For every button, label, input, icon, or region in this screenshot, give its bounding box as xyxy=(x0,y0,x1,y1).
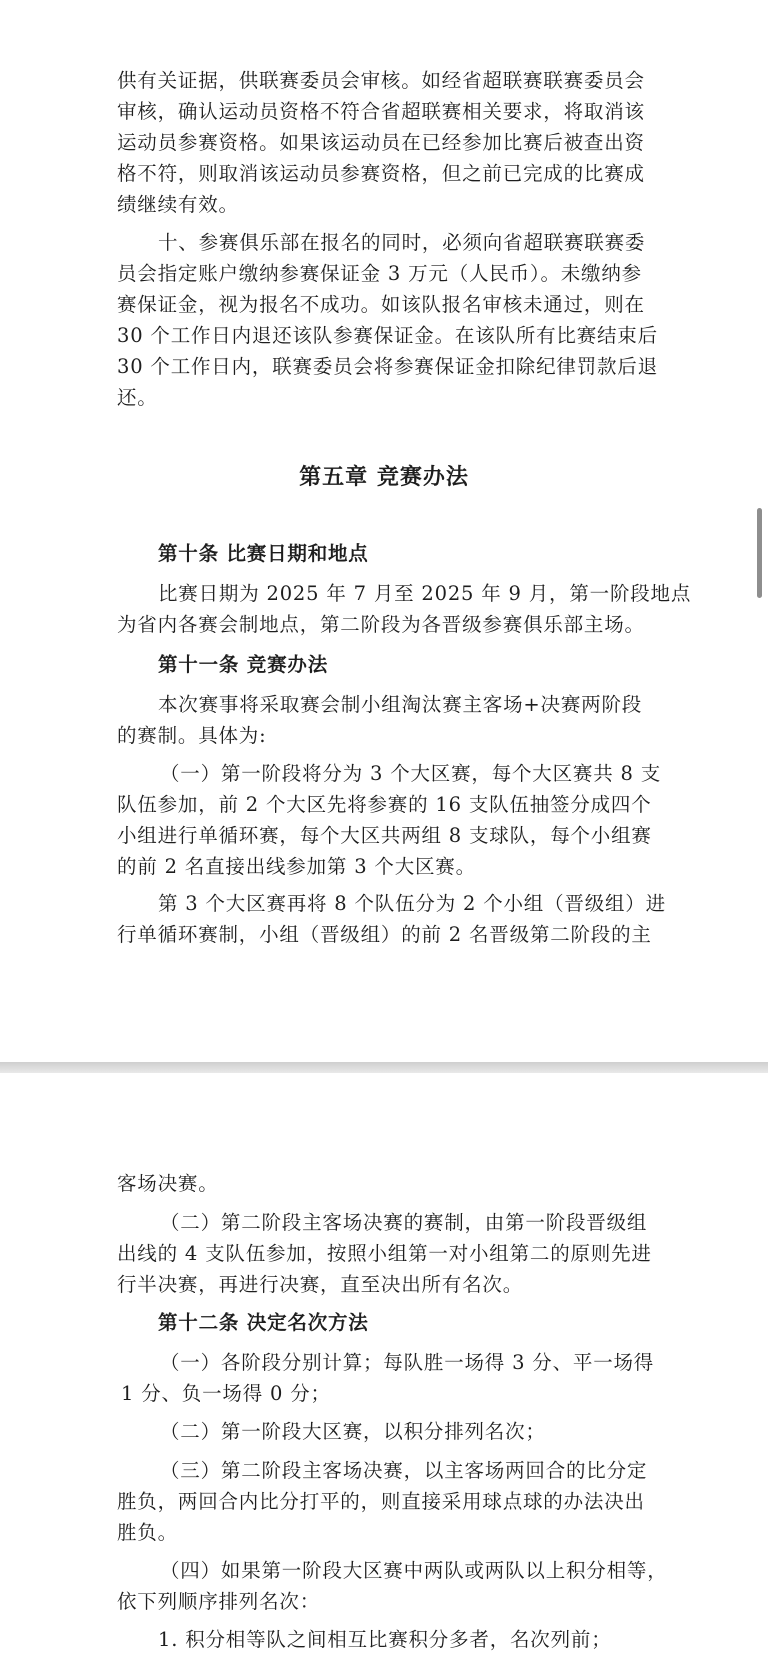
document-page-2 xyxy=(0,1073,768,1663)
text-line: 第 3 个大区赛再将 8 个队伍分为 2 个小组（晋级组）进 xyxy=(158,892,666,915)
text-line: 行半决赛，再进行决赛，直至决出所有名次。 xyxy=(117,1273,524,1296)
article-heading: 第十二条 决定名次方法 xyxy=(158,1311,369,1334)
text-line: 比赛日期为 2025 年 7 月至 2025 年 9 月，第一阶段地点 xyxy=(158,582,692,605)
article-heading: 第十条 比赛日期和地点 xyxy=(158,542,369,565)
text-line: 依下列顺序排列名次： xyxy=(117,1590,321,1613)
page-separator xyxy=(0,1062,768,1073)
text-line: （一）各阶段分别计算；每队胜一场得 3 分、平一场得 xyxy=(160,1351,655,1374)
text-line: 的赛制。具体为: xyxy=(117,724,267,747)
scrollbar-thumb[interactable] xyxy=(757,508,762,598)
text-line: 胜负，两回合内比分打平的，则直接采用球点球的办法决出 xyxy=(117,1490,645,1513)
text-line: （二）第一阶段大区赛，以积分排列名次； xyxy=(160,1420,546,1443)
text-line: 胜负。 xyxy=(117,1521,178,1544)
text-line: 赛保证金，视为报名不成功。如该队报名审核未通过，则在 xyxy=(117,293,645,316)
text-line: 客场决赛。 xyxy=(117,1172,219,1195)
text-line: 供有关证据，供联赛委员会审核。如经省超联赛联赛委员会 xyxy=(117,69,645,92)
text-line: （一）第一阶段将分为 3 个大区赛，每个大区赛共 8 支 xyxy=(160,762,662,785)
article-heading: 第十一条 竞赛办法 xyxy=(158,653,328,676)
text-line: 30 个工作日内退还该队参赛保证金。在该队所有比赛结束后 xyxy=(117,324,658,347)
text-line: 绩继续有效。 xyxy=(117,193,239,216)
text-line: 格不符，则取消该运动员参赛资格，但之前已完成的比赛成 xyxy=(117,162,645,185)
text-line: 审核，确认运动员资格不符合省超联赛相关要求，将取消该 xyxy=(117,100,645,123)
text-line: （四）如果第一阶段大区赛中两队或两队以上积分相等， xyxy=(160,1559,668,1582)
text-line: 为省内各赛会制地点，第二阶段为各晋级参赛俱乐部主场。 xyxy=(117,613,645,636)
text-line: 小组进行单循环赛，每个大区共两组 8 支球队，每个小组赛 xyxy=(117,824,652,847)
text-line: （三）第二阶段主客场决赛，以主客场两回合的比分定 xyxy=(160,1459,648,1482)
text-line: 30 个工作日内，联赛委员会将参赛保证金扣除纪律罚款后退 xyxy=(117,355,658,378)
text-line: 的前 2 名直接出线参加第 3 个大区赛。 xyxy=(117,855,476,878)
text-line: 十、参赛俱乐部在报名的同时，必须向省超联赛联赛委 xyxy=(158,231,646,254)
text-line: 1. 积分相等队之间相互比赛积分多者，名次列前； xyxy=(158,1628,612,1651)
text-line: 还。 xyxy=(117,386,158,409)
text-line: 队伍参加，前 2 个大区先将参赛的 16 支队伍抽签分成四个 xyxy=(117,793,652,816)
text-line: 员会指定账户缴纳参赛保证金 3 万元（人民币）。未缴纳参 xyxy=(117,262,642,285)
text-line: 1 分、负一场得 0 分； xyxy=(121,1382,331,1405)
text-line: 出线的 4 支队伍参加，按照小组第一对小组第二的原则先进 xyxy=(117,1242,652,1265)
text-line: （二）第二阶段主客场决赛的赛制，由第一阶段晋级组 xyxy=(160,1211,648,1234)
chapter-title: 第五章 竞赛办法 xyxy=(299,464,469,490)
text-line: 本次赛事将采取赛会制小组淘汰赛主客场+决赛两阶段 xyxy=(158,693,643,716)
text-line: 行单循环赛制，小组（晋级组）的前 2 名晋级第二阶段的主 xyxy=(117,923,652,946)
text-line: 运动员参赛资格。如果该运动员在已经参加比赛后被查出资 xyxy=(117,131,645,154)
